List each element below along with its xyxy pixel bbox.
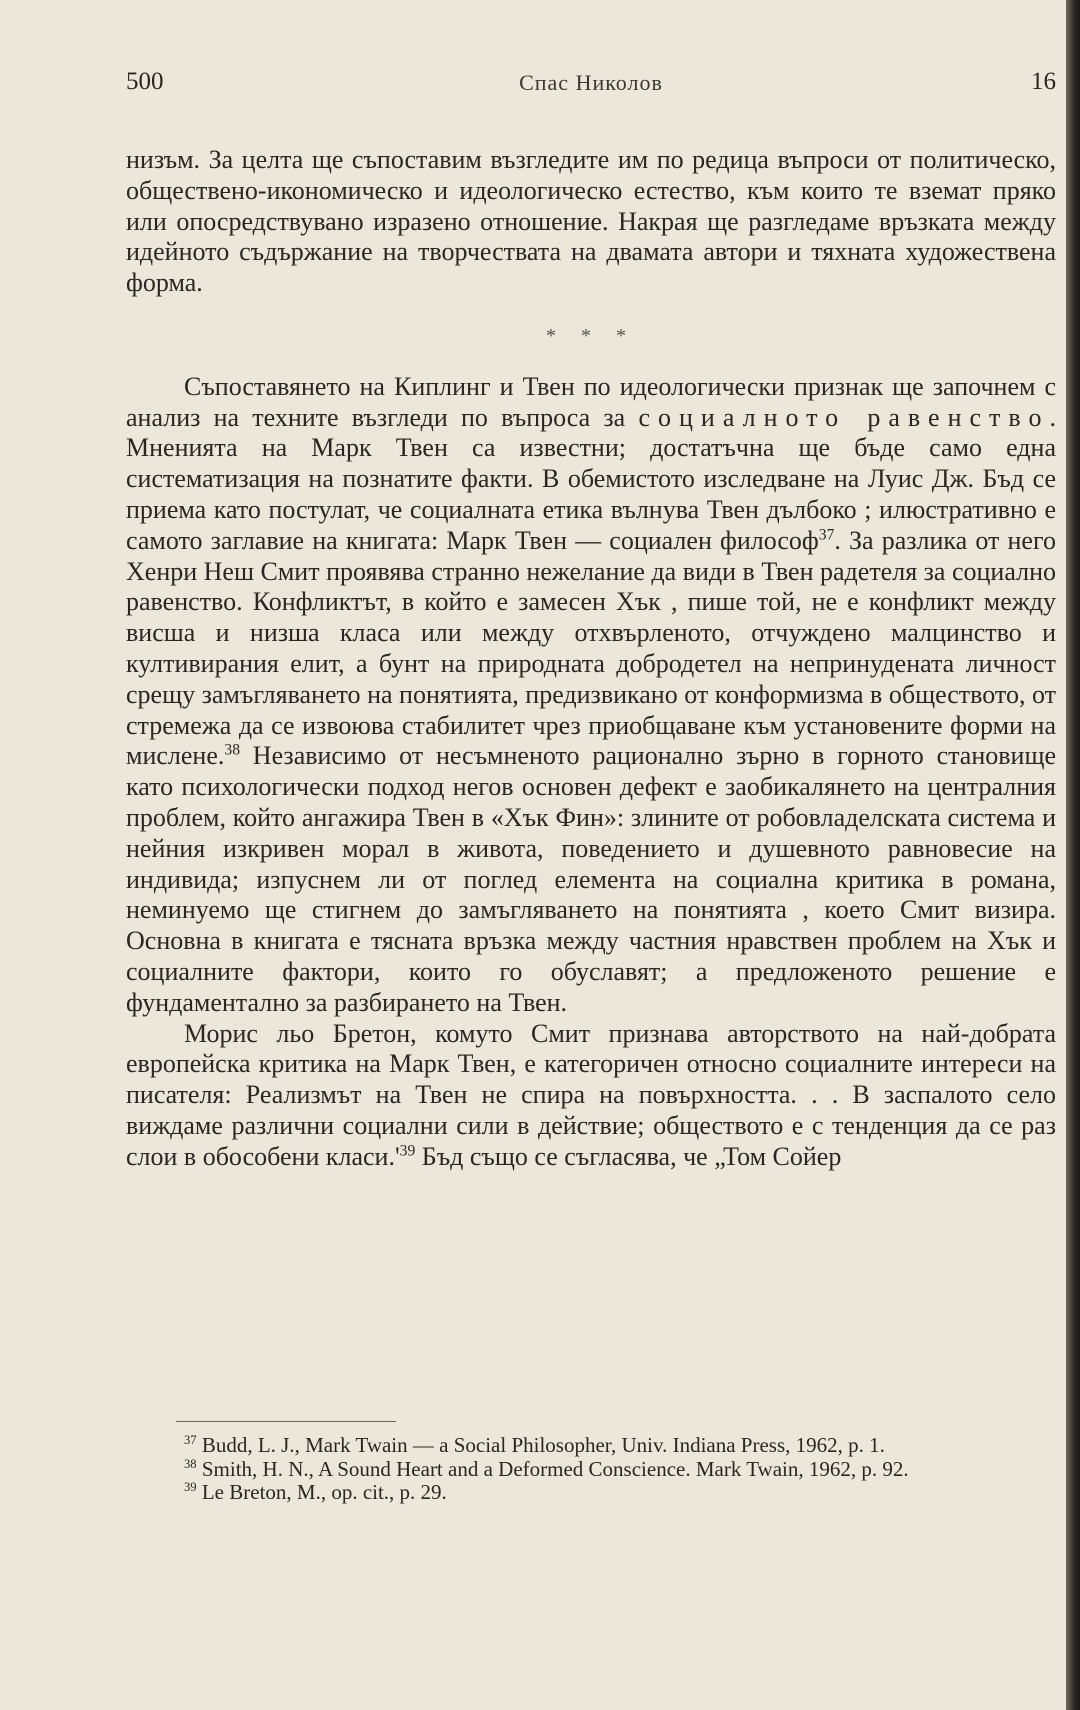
footnote-text: Smith, H. N., A Sound Heart and a Deformed Conscience. Mark Twain, 1962, p. 92.	[196, 1456, 909, 1481]
footnote	[126, 1458, 1056, 1482]
p1-text-a: Съпоставянето на Киплинг и Твен по идеологически признак ще започнем с анализ на техните възгледи по въпроса за	[126, 371, 1056, 432]
p1-text-c: . За разлика от него Хенри Неш Смит проявява странно нежелание да види в Твен радетеля за социално равенство. Конфликтът, в който е замесен Хък , пише той, не е конфликт между висша и низша класа или между отхвърленото, отчуждено малцинство и култивирания елит, а бунт на природната добродетел на непринудената личност срещу замъгляването на понятията, предизвикано от конформизма в обществото, от стремежа да се извоюва стабилитет чрез приобщаване към установените форми на мислене.	[126, 525, 1056, 771]
p1-text-b: . Мненията на Марк Твен са известни; достатъчна ще бъде само една систематизация на познатите факти. В обемистото изследване на Луис Дж. Бъд се приема като постулат, че социалната етика вълнува Твен дълбоко ; илюстративно е самото заглавие на книгата: Марк Твен — социален философ	[126, 402, 1056, 555]
footnote-ref-39: 39	[399, 1142, 416, 1160]
footnote-mark: 38	[184, 1456, 197, 1471]
footnote-text: Le Breton, M., op. cit., p. 29.	[196, 1480, 447, 1504]
footnote-ref-38: 38	[224, 741, 240, 759]
footnote-mark: 37	[184, 1433, 197, 1447]
footnotes	[126, 1434, 1056, 1505]
page-number: 500	[126, 68, 164, 95]
p2-text-a: Морис льо Бретон, комуто Смит признава авторството на най-добрата европейска критика на Марк Твен, е категоричен относно социалните интереси на писателя: Реализмът на Твен не спира на повърхността. . . В заспалото село виждаме различни социални сили в действие; обществото е с тенденция да се раз слои в обособени класи.'	[126, 1018, 1056, 1171]
page-header	[126, 68, 1056, 104]
p1-spaced-phrase: социалното равенство	[638, 402, 1050, 432]
footnote	[126, 1481, 1056, 1505]
section-break: * * *	[546, 324, 636, 347]
p1-text-d: Независимо от несъмненото рационално зърно в горното становище като психологически подход негов основен дефект е заобикалянето на централния проблем, който ангажира Твен в «Хък Фин»: злините от робовладелската система и нейния изкривен морал в живота, поведението и душевното равновесие на индивида; изпуснем ли от поглед елемента на социална критика в романа, неминуемо ще стигнем до замъгляването на понятията , което Смит визира. Основна в книгата е тясната връзка между частния нравствен проблем на Хък и социалните фактори, които го обуславят; а предложеното решение е фундаментално за разбирането на Твен.	[126, 741, 1056, 1017]
footnote-text: Budd, L. J., Mark Twain — a Social Philosopher, Univ. Indiana Press, 1962, p. 1.	[196, 1433, 885, 1457]
footnote	[126, 1434, 1056, 1458]
p2-text-b: Бъд също се съгласява, че „Том Сойер	[415, 1141, 842, 1171]
intro-paragraph: низъм. За целта ще съпоставим възгледите им по редица въпроси от политическо, обществено-икономическо и идеологическо естество, към които те вземат пряко или опосредствувано изразено отношение. Накрая ще разгледаме връзката между идейното съдържание на творчествата на двамата автори и тяхната художествена форма.	[126, 145, 1056, 298]
edge-mark: 16	[1031, 68, 1056, 95]
footnote-mark: 39	[184, 1480, 197, 1494]
running-head: Спас Николов	[519, 70, 663, 95]
book-spine-edge	[1066, 0, 1080, 1710]
paragraph-2	[126, 1019, 1056, 1173]
main-text	[126, 145, 1056, 1173]
footnote-divider	[176, 1421, 396, 1422]
paragraph-1	[126, 372, 1056, 1019]
footnote-ref-37: 37	[818, 526, 835, 544]
